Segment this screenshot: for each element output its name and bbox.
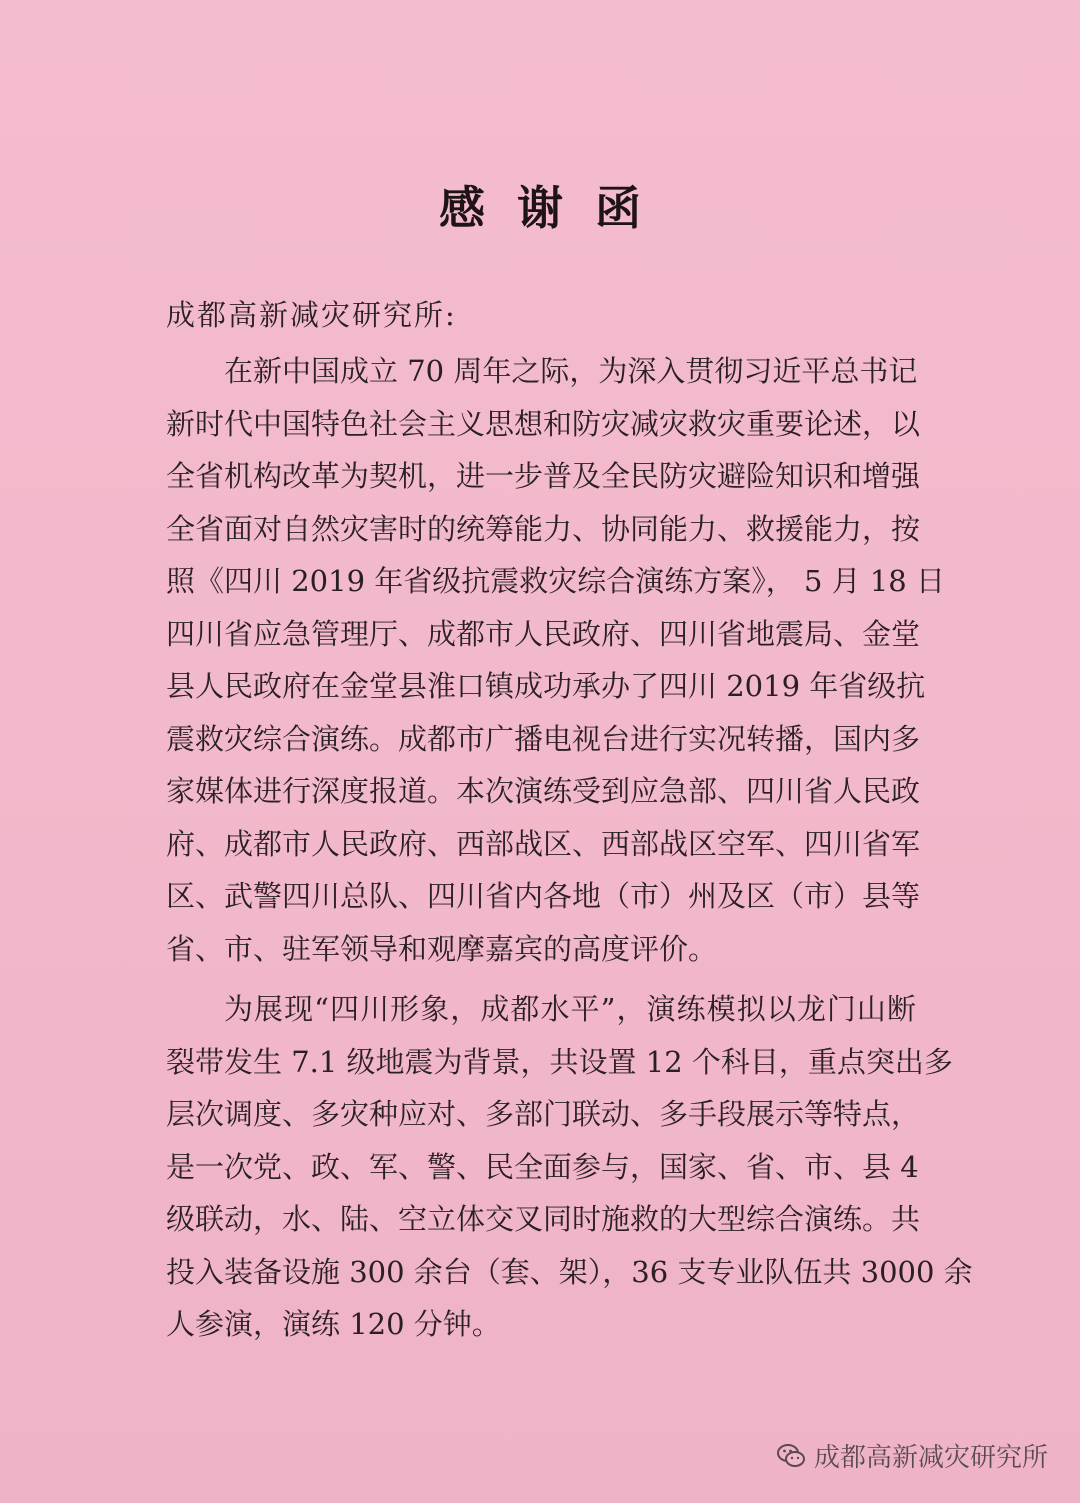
paragraph-line: 县人民政府在金堂县淮口镇成功承办了四川 2019 年省级抗	[166, 669, 926, 703]
paragraph-line: 全省面对自然灾害时的统筹能力、协同能力、救援能力，按	[166, 511, 921, 546]
paragraph-line: 震救灾综合演练。成都市广播电视台进行实况转播，国内多	[166, 721, 921, 756]
paragraph-line: 四川省应急管理厅、成都市人民政府、四川省地震局、金堂	[166, 616, 921, 651]
paragraph-line: 省、市、驻军领导和观摩嘉宾的高度评价。	[166, 931, 718, 966]
watermark-text: 成都高新减灾研究所	[813, 1443, 1048, 1473]
paragraph-line: 府、成都市人民政府、西部战区、西部战区空军、四川省军	[166, 826, 921, 861]
wechat-watermark	[776, 1437, 1048, 1474]
paragraph-gap	[166, 975, 916, 983]
paragraph-line: 裂带发生 7.1 级地震为背景，共设置 12 个科目，重点突出多	[166, 1044, 953, 1079]
paragraph-line: 全省机构改革为契机，进一步普及全民防灾避险知识和增强	[166, 459, 921, 493]
paragraph-line: 级联动，水、陆、空立体交叉同时施救的大型综合演练。共	[166, 1202, 921, 1236]
paragraph-line: 照《四川 2019 年省级抗震救灾综合演练方案》， 5 月 18 日	[166, 564, 945, 598]
wechat-icon	[776, 1443, 806, 1469]
paragraph-1	[166, 345, 945, 975]
paragraph-2	[166, 983, 973, 1351]
page-title: 感谢函	[439, 181, 673, 235]
paragraph-line: 区、武警四川总队、四川省内各地（市）州及区（市）县等	[166, 879, 921, 913]
paragraph-line: 新时代中国特色社会主义思想和防灾减灾救灾重要论述，以	[166, 406, 921, 441]
paragraph-line: 层次调度、多灾种应对、多部门联动、多手段展示等特点，	[166, 1097, 921, 1131]
paragraph-line: 家媒体进行深度报道。本次演练受到应急部、四川省人民政	[166, 774, 921, 808]
paragraph-line: 人参演，演练 120 分钟。	[166, 1307, 501, 1341]
letter-body	[166, 345, 973, 1351]
paragraph-line: 为展现“四川形象，成都水平”，演练模拟以龙门山断	[224, 992, 916, 1026]
paragraph-line: 是一次党、政、军、警、民全面参与，国家、省、市、县 4	[166, 1149, 919, 1184]
paragraph-line: 投入装备设施 300 余台（套、架），36 支专业队伍共 3000 余	[166, 1254, 973, 1289]
salutation: 成都高新减灾研究所:	[166, 298, 457, 332]
paragraph-line: 在新中国成立 70 周年之际，为深入贯彻习近平总书记	[224, 354, 918, 388]
